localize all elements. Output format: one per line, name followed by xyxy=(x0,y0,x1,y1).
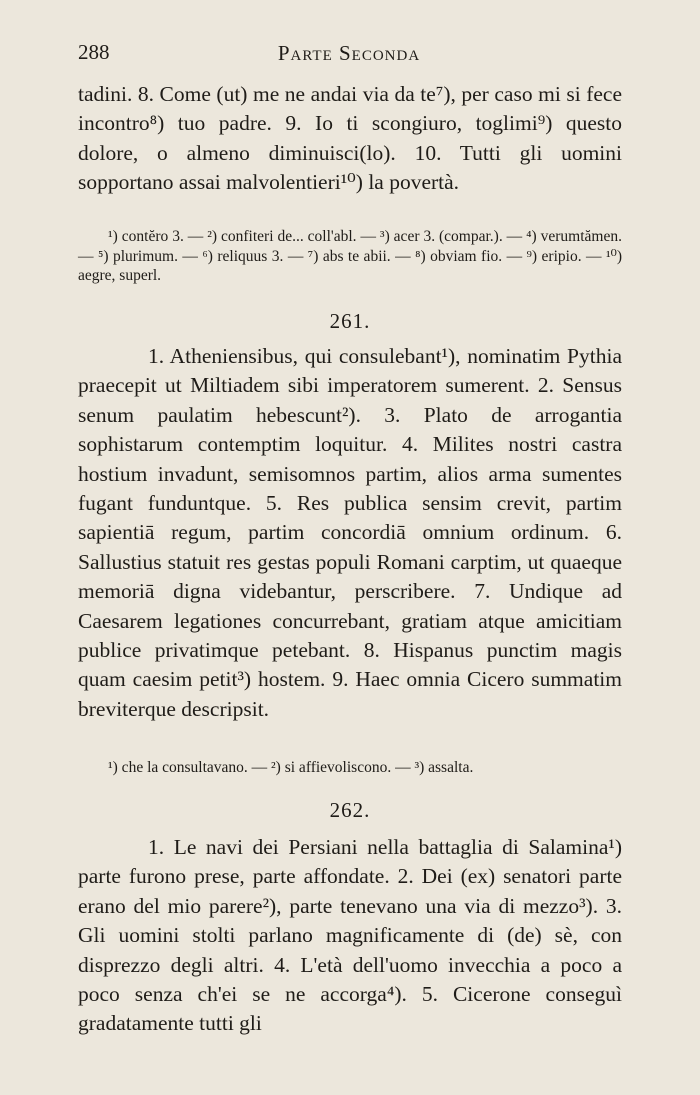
page-header xyxy=(78,40,620,70)
footnotes-text: ¹) che la consultavano. — ²) si affievoliscono. — ³) assalta. xyxy=(108,759,474,776)
continued-paragraph xyxy=(78,80,622,198)
exercise-261-text: 1. Atheniensibus, qui consulebant¹), nominatim Pythia praecepit ut Miltiadem sibi imperatorem sumerent. 2. Sensus senum paulatim hebescunt²). 3. Plato de arrogantia sophistarum contemptim loquitur. 4. Milites nostri castra hostium invadunt, semisomnos partim, alios arma sumentes fugant funduntque. 5. Res publica sensim crevit, partim sapientiā regum, partim concordiā omnium ordinum. 6. Sallustius statuit res gestas populi Romani carptim, ut quaeque memoriā digna videbantur, perscribere. 7. Undique ad Caesarem legationes concurrebant, gratiam atque amicitiam publice privatimque petebant. 8. Hispanus punctim magis quam caesim petit³) hostem. 9. Haec omnia Cicero summatim breviterque descripsit. xyxy=(78,344,622,721)
exercise-262 xyxy=(78,833,622,1039)
exercise-261 xyxy=(78,342,622,724)
page-number: 288 xyxy=(78,40,110,64)
exercise-number-261: 261. xyxy=(329,309,371,333)
exercise-261-footnotes xyxy=(78,758,622,778)
continued-text: tadini. 8. Come (ut) me ne andai via da te⁷), per caso mi si fece incontro⁸) tuo padre. 9. Io ti scongiuro, toglimi⁹) questo dolore, o almeno diminuisci(lo). 10. Tutti gli uomini sopportano assai malvolentieri¹⁰) la povertà. xyxy=(78,82,622,195)
continued-footnotes xyxy=(78,227,622,286)
exercise-262-text: 1. Le navi dei Persiani nella battaglia di Salamina¹) parte furono prese, parte affondate. 2. Dei (ex) senatori parte erano del mio parere²), parte tenevano una via di mezzo³). 3. Gli uomini stolti parlano magnificamente di (de) sè, con disprezzo degli altri. 4. L'età dell'uomo invecchia a poco a poco senza ch'ei se ne accorga⁴). 5. Cicerone conseguì gradatamente tutti gli xyxy=(78,835,622,1036)
exercise-number-262: 262. xyxy=(329,798,371,822)
footnotes-text: ¹) contĕro 3. — ²) confiteri de... coll'abl. — ³) acer 3. (compar.). — ⁴) verumtămen. — ⁵) plurimum. — ⁶) reliquus 3. — ⁷) abs te abii. — ⁸) obviam fio. — ⁹) eripio. — ¹⁰) aegre, superl. xyxy=(78,228,622,284)
running-title: Parte Seconda xyxy=(277,41,421,65)
